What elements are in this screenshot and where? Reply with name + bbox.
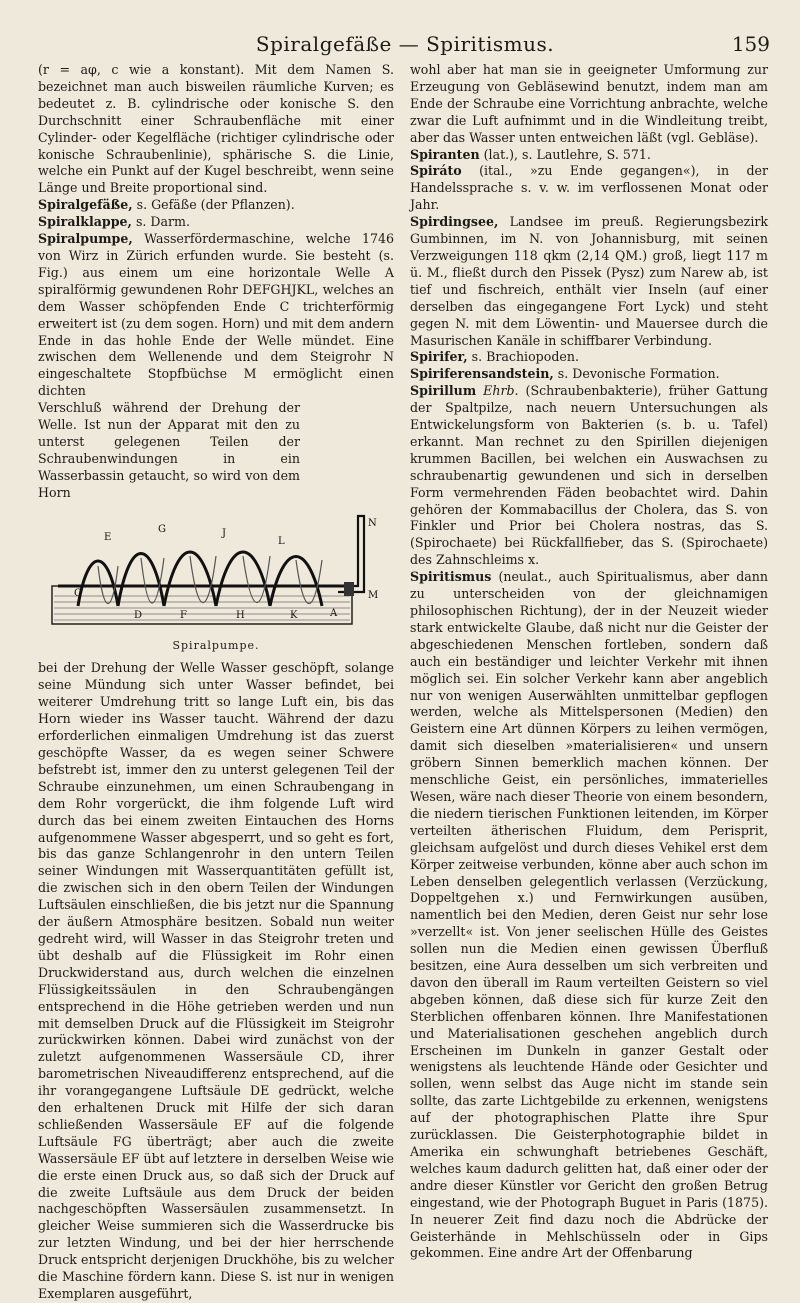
headword: Spiralgefäße, <box>38 197 133 213</box>
entry-body: (lat.), s. Lautlehre, S. 571. <box>479 146 651 162</box>
entry-body: (ital., »zu Ende gegangen«), in der Handelssprache s. v. w. im verflossenen Monat oder Jahr. <box>410 163 768 213</box>
headword: Spirifer, <box>410 349 468 365</box>
entry-body: s. Devonische Formation. <box>553 366 720 382</box>
entry-body: (neulat., auch Spiritualismus, aber dann zu unterscheiden von der gleichnamigen philosophischen Richtung), der in der Neuzeit wieder stark entwickelte Glaube, daß nicht nur die Geister der abgeschiedenen Menschen fortleben, sondern daß auch ein beständiger und leichter Verkehr mit ihnen möglich sei. Ein solcher Verkehr kann aber angeblich nur von wenigen Auserwählten unmittelbar gepflogen werden, welche als Mittelspersonen (Medien) den Geistern eine Art dünnen Körpers zu leihen vermögen, damit sich dieselben »materialisieren« und unsern gröbern Sinnen bemerklich machen können. Der menschliche Geist, ein persönliches, immaterielles Wesen, wäre nach dieser Theorie von einem besondern, die niedern tierischen Funktionen leitenden, im Körper verteilten ätherischen Fluidum, dem Perisprit, gleichsam aufgelöst und durch dieses Vehikel erst dem Körper zeitweise verbunden, könne aber auch schon im Leben denselben gelegentlich verlassen (Verzückung, Doppeltgehen x.) und Fernwirkungen ausüben, namentlich bei den Medien, deren Geist nur sehr lose »verzellt« ist. Von jener seelischen Hülle des Geistes sollen nun die Medien einen gewissen Überfluß besitzen, eine Aura desselben um sich verbreiten und davon den überall im Raum verteilten Geistern so viel abgeben können, daß diese sich für kurze Zeit den Sterblichen offenbaren können. Ihre Manifestationen und Materialisationen geschehen angeblich durch Erscheinen im Dunkeln in ganzer Gestalt oder wenigstens als leuchtende Hände oder Gesichter und sollen, wenn selbst das Auge nicht im stande sein sollte, das zarte Lichtgebilde zu erkennen, wenigstens auf der photographischen Platte ihre Spur zurücklassen. Die Geisterphotographie bildet in Amerika ein schwunghaft betriebenes Geschäft, welches kaum dadurch gelitten hat, daß einer oder der andre dieser Künstler vor Gericht den großen Betrug eingestand, wie der Photograph Buguet in Paris (1875). In neuerer Zeit find dazu noch die Abdrücke der Geisterhände in Mehlschüsseln oder in Gips gekommen. Eine andre Art der Offenbarung <box>410 569 768 1261</box>
entry-body: s. Brachiopoden. <box>467 349 579 365</box>
svg-text:K: K <box>290 609 298 621</box>
svg-text:E: E <box>104 531 112 543</box>
author-abbrev: Ehrb. <box>476 383 519 399</box>
entry-spiralgefaesse <box>38 197 394 214</box>
left-column <box>38 62 394 1303</box>
headword: Spiriferensandstein, <box>410 366 554 382</box>
svg-text:J: J <box>222 527 227 539</box>
figure-caption: Spiralpumpe. <box>172 638 260 652</box>
entry-body: s. Darm. <box>131 214 190 230</box>
headword: Spiranten <box>410 146 480 162</box>
page-header <box>40 28 770 58</box>
entry-spiralklappe <box>38 214 394 231</box>
paragraph: wohl aber hat man sie in geeigneter Umformung zur Erzeugung von Gebläsewind benutzt, indem man am Ende der Schraube eine Vorrichtung anbrachte, welche zwar die Luft aufnimmt und in die Windleitung treibt, aber das Wasser unten entweichen läßt (vgl. Gebläse). <box>410 62 768 145</box>
entry-spirdingsee <box>410 214 768 349</box>
entry-body: Wasserfördermaschine, welche 1746 von Wirz in Zürich erfunden wurde. Sie besteht (s. Fig.) aus einem um eine horizontale Welle A spiralförmig gewundenen Rohr DEFGHJKL, welches an dem Wasser schöpfenden Ende C trichterförmig erweitert ist (zu dem sogen. Horn) und mit dem andern Ende in das hohle Ende der Welle mündet. Eine zwischen dem Wellenende und dem Steigrohr N eingeschaltete Stopfbüchse M ermöglicht einen dichten <box>38 231 394 399</box>
entry-spirato <box>410 163 768 214</box>
wrapped-text: Verschluß während der Drehung der Welle. Ist nun der Apparat mit den zu unterst gelegenen Teilen der Schraubenwindungen in ein Wasserbassin getaucht, so wird von dem Horn <box>38 400 300 500</box>
paragraph: bei der Drehung der Welle Wasser geschöpft, solange seine Mündung sich unter Wasser befindet, bei weiterer Umdrehung tritt so lange Luft ein, bis das Horn wieder ins Wasser taucht. Während der dazu erforderlichen einmaligen Umdrehung ist das zuerst geschöpfte Wasser, da es wegen seiner Schwere befstrebt ist, immer den zu unterst gelegenen Teil der Schraube einzunehmen, um einen Schraubengang in dem Rohr vorgerückt, die ihm folgende Luft wird durch das bei einem zweiten Eintauchen des Horns aufgenommene Wasser abgesperrt, und so geht es fort, bis das ganze Schlangenrohr in den untern Teilen seiner Windungen mit Wasserquantitäten gefüllt ist, die zwischen sich in den obern Teilen der Windungen Luftsäulen einschließen, die bis jetzt nur die Spannung der äußern Atmosphäre besitzen. Sobald nun weiter gedreht wird, will Wasser in das Steigrohr treten und übt deshalb auf die Flüssigkeit im Rohr einen Druckwiderstand aus, durch welchen die einzelnen Flüssigkeitssäulen in den Schraubengängen entsprechend in die Höhe getrieben werden und nun mit demselben Druck auf die Flüssigkeit im Steigrohr zurückwirken können. Dabei wird zunächst von der zuletzt aufgenommenen Wassersäule CD, ihrer barometrischen Niveaudifferenz entsprechend, auf die ihr vorangegangene Luftsäule DE gedrückt, welche den erhaltenen Druck mit Hilfe der sich daran schließenden Wassersäule EF auf die folgende Luftsäule FG überträgt; aber auch die zweite Wassersäule EF übt auf letztere in derselben Weise wie die erste einen Druck aus, so daß sich der Druck auf die zweite Luftsäule aus dem Druck der beiden nachgeschöpften Wassersäulen zusammensetzt. In gleicher Weise summieren sich die Wasserdrucke bis zur letzten Windung, und bei der hier herrschende Druck entspricht derjenigen Druckhöhe, bis zu welcher die Maschine fördern kann. Diese S. ist nur in wenigen Exemplaren ausgeführt, <box>38 660 394 1301</box>
entry-body: s. Gefäße (der Pflanzen). <box>132 197 295 213</box>
entry-spiralpumpe <box>38 231 394 400</box>
svg-text:G: G <box>158 523 166 535</box>
svg-text:L: L <box>278 535 285 547</box>
entry-spirillum <box>410 383 768 569</box>
svg-text:F: F <box>180 609 187 621</box>
headword: Spiralpumpe, <box>38 231 133 247</box>
entry-body: (Schraubenbakterie), früher Gattung der Spaltpilze, nach neuern Untersuchungen als Entwickelungsform von Bakterien (s. b. u. Tafel) erkannt. Man rechnet zu den Spirillen diejenigen krummen Bacillen, bei welchen ein Auswachsen zu schraubenartig gewundenen und sich in derselben Form vermehrenden Fäden beobachtet wird. Dahin gehören der Kommabacillus der Cholera, das S. von Finkler und Prior bei Cholera nostras, das S. (Spirochaete) bei Rückfallfieber, das S. (Spirochaete) des Zahnschleims x. <box>410 383 768 568</box>
headword: Spiritismus <box>410 569 492 585</box>
spiral-pump-illustration <box>38 506 394 636</box>
svg-text:C: C <box>74 587 82 599</box>
headword: Spirillum <box>410 383 477 399</box>
svg-text:M: M <box>368 589 379 601</box>
entry-spiranten <box>410 147 768 164</box>
headword: Spiráto <box>410 163 462 179</box>
figure-wrap <box>38 400 394 501</box>
entry-body: Landsee im preuß. Regierungsbezirk Gumbinnen, im N. von Johannisburg, mit seinen Verzweigungen 118 qkm (2,14 QM.) groß, liegt 117 m ü. M., fließt durch den Pissek (Pysz) zum Narew ab, ist tief und fischreich, enthält vier Inseln (auf einer derselben das eingegangene Fort Lyck) und steht gegen N. mit dem Löwentin- und Mauersee durch die Masurischen Kanäle in schiffbarer Verbindung. <box>410 214 768 348</box>
paragraph: (r = aφ, c wie a konstant). Mit dem Namen S. bezeichnet man auch bisweilen räumliche Kurven; es bedeutet z. B. cylindrische oder konische S. den Durchschnitt einer Schraubenfläche mit einer Cylinder- oder Kegelfläche (richtiger cylindrische oder konische Schraubenlinie), sphärische S. die Linie, welche ein Punkt auf der Kugel beschreibt, wenn seine Länge und Breite proportional sind. <box>38 62 394 196</box>
running-title: Spiralgefäße — Spiritismus. <box>255 32 555 56</box>
svg-text:A: A <box>330 607 338 619</box>
entry-spiritismus <box>410 569 768 1262</box>
svg-text:D: D <box>134 609 143 621</box>
svg-text:H: H <box>236 609 245 621</box>
entry-spirifer <box>410 349 768 366</box>
headword: Spirdingsee, <box>410 214 499 230</box>
page-number: 159 <box>731 32 770 56</box>
entry-spiriferensandstein <box>410 366 768 383</box>
headword: Spiralklappe, <box>38 214 132 230</box>
spiral-pump-figure <box>38 506 394 655</box>
right-column <box>410 62 768 1262</box>
svg-text:N: N <box>368 517 377 529</box>
